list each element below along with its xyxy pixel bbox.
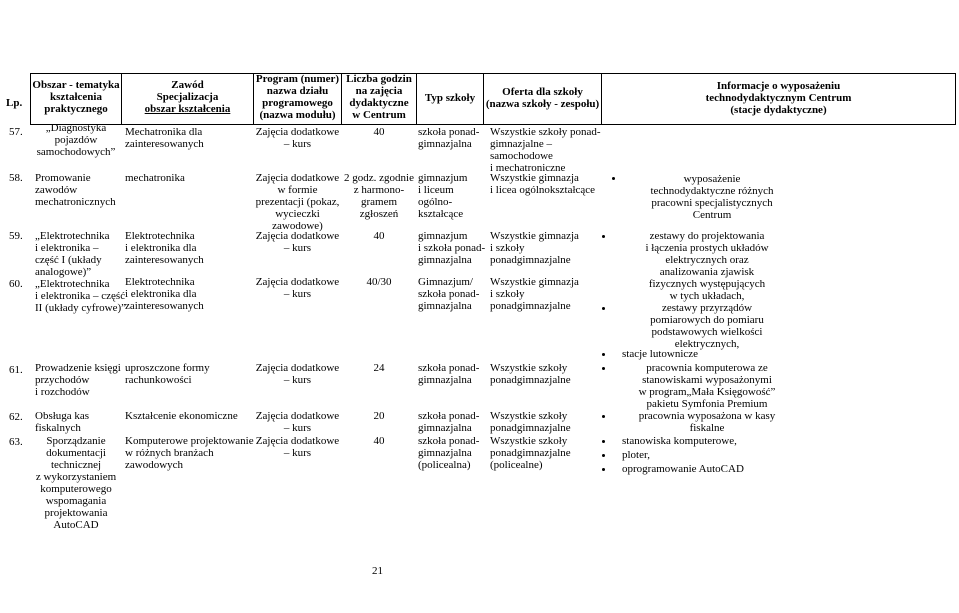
row-58-typ: gimnazjum i liceum ogólno- kształcące [418, 172, 468, 220]
row-60-zawod: Elektrotechnika i elektronika dla zainteresowanych [125, 276, 204, 312]
row-63-liczba: 40 [373, 435, 385, 447]
row-62-liczba: 20 [373, 410, 385, 422]
header-specjalizacja: Specjalizacja [156, 91, 219, 103]
row-62-oferta: Wszystkie szkoły ponadgimnazjalne [490, 410, 571, 434]
row-58-liczba: 2 godz. zgodnie z harmono- gramem zgłoszeń [344, 172, 414, 220]
row-59-oferta: Wszystkie gimnazja i szkoły ponadgimnazjalne [490, 230, 579, 266]
row-61-lp: 61. [9, 364, 23, 376]
info-63-b: ploter, [622, 449, 650, 461]
bullet-icon [602, 415, 605, 418]
info-58: wyposażenie technodydaktyczne różnych pracowni specjalistycznych Centrum [650, 173, 774, 221]
info-61: pracownia komputerowa ze stanowiskami wyposażonymi w program„Mała Księgowość” pakietu Symfonia Premium [638, 362, 776, 410]
row-60-typ: Gimnazjum/ szkoła ponad- gimnazjalna [418, 276, 480, 312]
row-60-program: Zajęcia dodatkowe – kurs [255, 276, 340, 300]
bullet-icon [602, 468, 605, 471]
bullet-icon [602, 307, 605, 310]
row-57-zawod: Mechatronika dla zainteresowanych [125, 126, 204, 150]
row-61-program: Zajęcia dodatkowe – kurs [255, 362, 340, 386]
row-63-typ: szkoła ponad- gimnazjalna (policealna) [418, 435, 480, 471]
header-typ-szkoly: Typ szkoły [424, 92, 476, 104]
row-57-oferta: Wszystkie szkoły ponad- gimnazjalne – samochodowe i mechatroniczne [490, 126, 601, 174]
header-liczba-godzin: Liczba godzin na zajęcia dydaktyczne w Centrum [346, 73, 412, 121]
row-57-lp: 57. [9, 126, 23, 138]
row-59-lp: 59. [9, 230, 23, 242]
row-58-program: Zajęcia dodatkowe w formie prezentacji (pokaz, wycieczki zawodowe) [255, 172, 340, 232]
row-62-zawod: Kształcenie ekonomiczne [125, 410, 238, 422]
info-62: pracownia wyposażona w kasy fiskalne [638, 410, 776, 434]
row-60-lp: 60. [9, 278, 23, 290]
page-number: 21 [372, 565, 383, 577]
bullet-icon [602, 353, 605, 356]
row-61-obszar: Prowadzenie księgi przychodów i rozchodów [35, 362, 121, 398]
bullet-icon [602, 454, 605, 457]
row-57-program: Zajęcia dodatkowe – kurs [255, 126, 340, 150]
info-63-c: oprogramowanie AutoCAD [622, 463, 744, 475]
row-57-obszar: „Diagnostyka pojazdów samochodowych” [36, 122, 116, 158]
header-obszar-ksztalcenia: obszar kształcenia [144, 103, 231, 115]
info-59-b: zestawy przyrządów pomiarowych do pomiaru podstawowych wielkości elektrycznych, [650, 302, 764, 350]
col-divider [955, 73, 956, 125]
row-61-oferta: Wszystkie szkoły ponadgimnazjalne [490, 362, 571, 386]
row-63-oferta: Wszystkie szkoły ponadgimnazjalne (policealne) [490, 435, 571, 471]
row-59-typ: gimnazjum i szkoła ponad- gimnazjalna [418, 230, 486, 266]
header-oferta: Oferta dla szkoły (nazwa szkoły - zespołu) [485, 86, 600, 110]
header-program: Program (numer) nazwa działu programowego (nazwa modułu) [255, 73, 340, 121]
row-61-typ: szkoła ponad- gimnazjalna [418, 362, 480, 386]
row-60-liczba: 40/30 [366, 276, 392, 288]
header-bottom-border [30, 124, 956, 125]
info-59-a: zestawy do projektowania i łączenia prostych układów elektrycznych oraz analizowania zjawisk fizycznych występujących w tych układach, [645, 230, 769, 302]
row-61-liczba: 24 [373, 362, 385, 374]
table-top-border [30, 73, 956, 74]
row-59-liczba: 40 [373, 230, 385, 242]
bullet-icon [602, 440, 605, 443]
row-61-zawod: uproszczone formy rachunkowości [125, 362, 210, 386]
row-63-lp: 63. [9, 436, 23, 448]
row-63-program: Zajęcia dodatkowe – kurs [255, 435, 340, 459]
row-59-zawod: Elektrotechnika i elektronika dla zainteresowanych [125, 230, 204, 266]
row-57-liczba: 40 [373, 126, 385, 138]
bullet-icon [602, 367, 605, 370]
info-59-c: stacje lutownicze [622, 348, 699, 360]
row-60-obszar: „Elektrotechnika i elektronika – część II (układy cyfrowe)” [35, 278, 127, 314]
row-59-obszar: „Elektrotechnika i elektronika – część I (układy analogowe)” [35, 230, 110, 278]
row-58-zawod: mechatronika [125, 172, 185, 184]
row-63-obszar: Sporządzanie dokumentacji technicznej z wykorzystaniem komputerowego wspomagania projektowania AutoCAD [35, 435, 117, 531]
row-62-typ: szkoła ponad- gimnazjalna [418, 410, 480, 434]
row-62-lp: 62. [9, 411, 23, 423]
header-lp: Lp. [6, 97, 23, 109]
header-zawod: Zawód [171, 79, 204, 91]
row-58-obszar: Promowanie zawodów mechatronicznych [35, 172, 116, 208]
row-62-obszar: Obsługa kas fiskalnych [35, 410, 90, 434]
row-58-oferta: Wszystkie gimnazja i licea ogólnokształcące [490, 172, 596, 196]
bullet-icon [602, 235, 605, 238]
row-59-program: Zajęcia dodatkowe – kurs [255, 230, 340, 254]
header-informacje: Informacje o wyposażeniu technodydaktycznym Centrum (stacje dydaktyczne) [705, 80, 852, 116]
row-60-oferta: Wszystkie gimnazja i szkoły ponadgimnazjalne [490, 276, 579, 312]
row-63-zawod: Komputerowe projektowanie w różnych branżach zawodowych [125, 435, 254, 471]
info-63-a: stanowiska komputerowe, [622, 435, 737, 447]
header-obszar: Obszar - tematyka kształcenia praktycznego [32, 79, 120, 115]
row-62-program: Zajęcia dodatkowe – kurs [255, 410, 340, 434]
row-57-typ: szkoła ponad- gimnazjalna [418, 126, 480, 150]
row-58-lp: 58. [9, 172, 23, 184]
